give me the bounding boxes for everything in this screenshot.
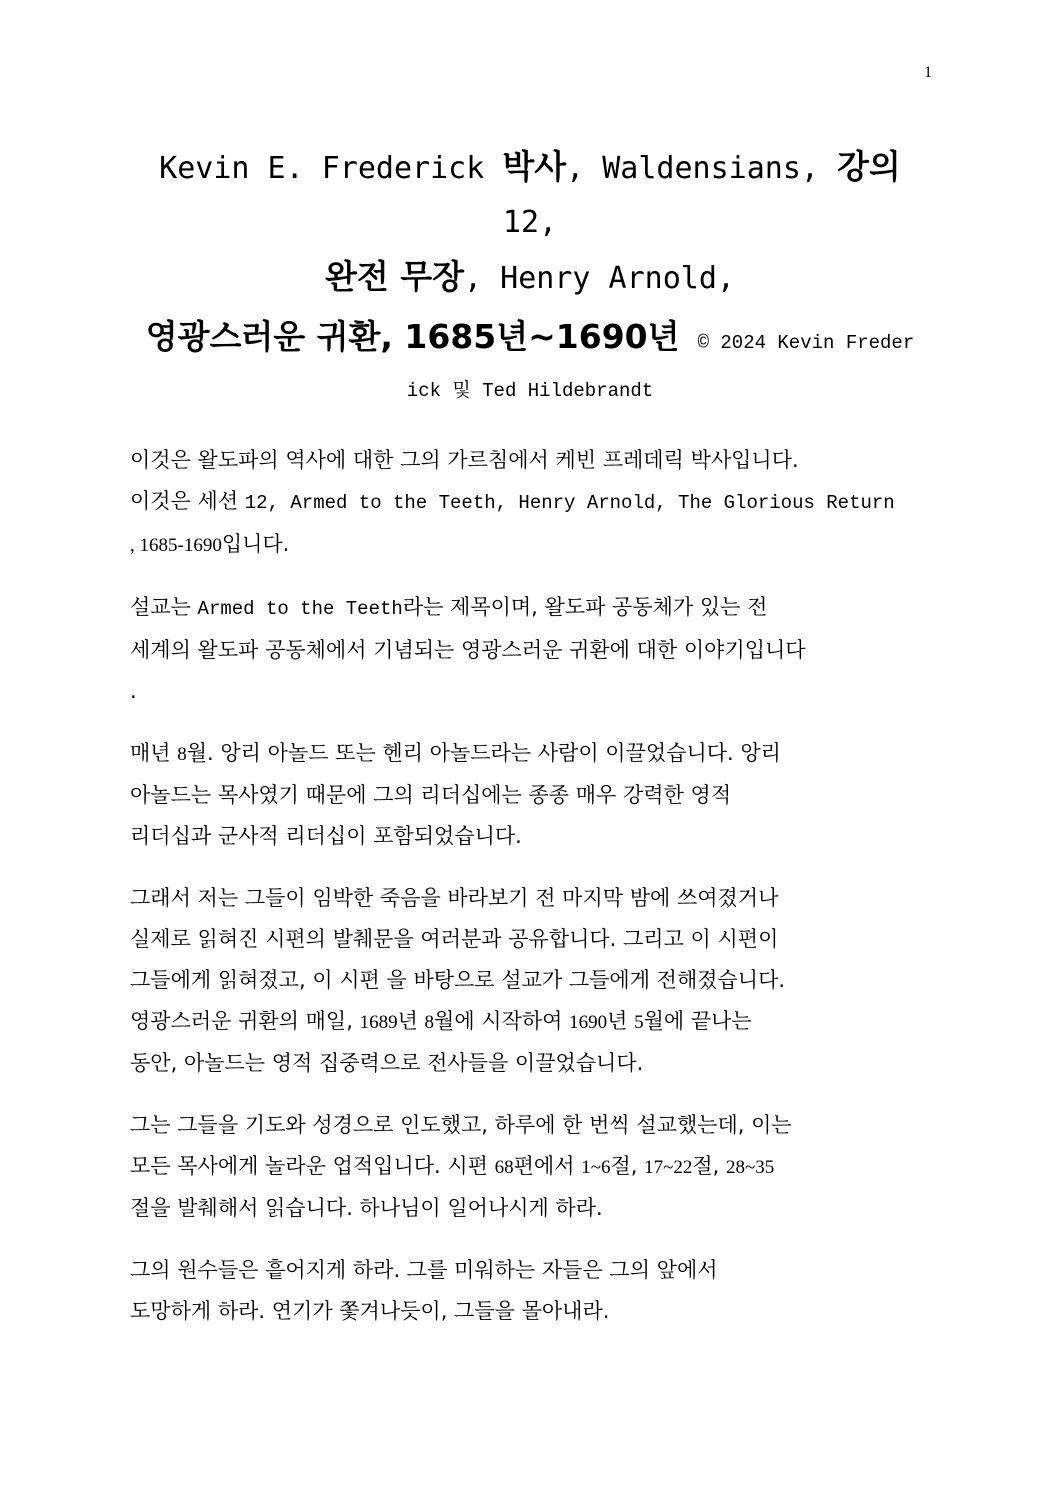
text-line: 이것은 왈도파의 역사에 대한 그의 가르침에서 케빈 프레데릭 박사입니다. [130,448,799,472]
text-run: 12, Armed to the Teeth, Henry Arnold, The Glorious Return [244,492,895,514]
text-line: 리더십과 군사적 리더십이 포함되었습니다. [130,824,522,848]
text-line [130,481,930,524]
text-run: 1689 [359,1012,398,1033]
text-line [130,1001,930,1043]
title-text: 강의 [837,147,901,186]
text-run: 년 [607,1009,635,1033]
text-run: 월에 끝나는 [643,1009,752,1033]
text-run: Armed to the Teeth [197,598,403,620]
text-line: 절을 발췌해서 읽습니다. 하나님이 일어나시게 하라. [130,1196,603,1220]
text-line: 그의 원수들은 흩어지게 하라. 그를 미워하는 자들은 그의 앞에서 [130,1258,718,1282]
text-line: 실제로 읽혀진 시편의 발췌문을 여러분과 공유합니다. 그리고 이 시편이 [130,927,779,951]
text-line: 그는 그들을 기도와 성경으로 인도했고, 하루에 한 번씩 설교했는데, 이는 [130,1113,792,1137]
document-title [130,140,930,406]
text-line [130,733,930,775]
title-line-2: 12, [502,205,558,240]
title-text: 영광스러운 귀환, 1685년~1690년 [145,317,680,356]
text-run: 절, [610,1154,645,1178]
text-run: 17~22 [644,1157,693,1178]
paragraph [130,587,930,712]
text-line: 그래서 저는 그들이 임박한 죽음을 바라보기 전 마지막 밤에 쓰여졌거나 [130,886,779,910]
title-line-4 [130,306,930,374]
text-run: 절, [692,1154,727,1178]
paragraph [130,440,930,566]
text-run: 1690 [569,1012,608,1033]
paragraph [130,878,930,1084]
text-line: . [130,679,137,703]
text-run: , 1685-1690 [130,535,222,556]
text-line: 아놀드는 목사였기 때문에 그의 리더십에는 종종 매우 강력한 영적 [130,783,732,807]
text-run: 1~6 [581,1157,611,1178]
paragraph [130,1105,930,1229]
copyright-notice-continued: ick 및 Ted Hildebrandt [406,380,654,402]
title-line-1 [130,140,930,196]
text-run: 월에 시작하여 [434,1009,570,1033]
text-run: 8 [424,1012,435,1033]
title-line-3 [130,250,930,306]
title-text: , Waldensians, [566,151,838,186]
text-line: 동안, 아놀드는 영적 집중력으로 전사들을 이끌었습니다. [130,1051,644,1075]
text-run: 8 [177,744,187,765]
text-run: 5 [634,1012,644,1033]
text-run: 28~35 [726,1157,775,1178]
text-line [130,587,930,630]
text-run: 매년 [130,741,178,765]
title-text: , Henry Arnold, [464,261,735,296]
text-run: 설교는 [130,595,198,619]
text-line [130,524,930,566]
paragraph [130,733,930,857]
text-run: 입니다. [221,532,290,556]
text-run: 년 [397,1009,425,1033]
text-line: 도망하게 하라. 연기가 쫓겨나듯이, 그들을 몰아내라. [130,1299,610,1323]
text-line: 그들에게 읽혀졌고, 이 시편 을 바탕으로 설교가 그들에게 전해졌습니다. [130,968,786,992]
text-line: 세계의 왈도파 공동체에서 기념되는 영광스러운 귀환에 대한 이야기입니다 [130,638,806,662]
text-run: 이것은 세션 [130,489,245,513]
title-text: Kevin E. Frederick [159,151,503,186]
page-number: 1 [924,64,932,81]
text-run: 편에서 [513,1154,582,1178]
text-run: 월. 앙리 아놀드 또는 헨리 아놀드라는 사람이 이끌었습니다. 앙리 [186,741,781,765]
text-run: 68 [494,1157,514,1178]
title-text: 완전 무장 [325,257,465,296]
text-run: 영광스러운 귀환의 매일, [130,1009,360,1033]
text-run: 모든 목사에게 놀라운 업적입니다. 시편 [130,1154,495,1178]
paragraph [130,1250,930,1332]
transcript-body [130,440,930,1353]
text-run: 라는 제목이며, 왈도파 공동체가 있는 전 [402,595,768,619]
title-text: 박사 [502,147,567,186]
text-line [130,1146,930,1188]
copyright-notice: © 2024 Kevin Freder [697,332,915,354]
